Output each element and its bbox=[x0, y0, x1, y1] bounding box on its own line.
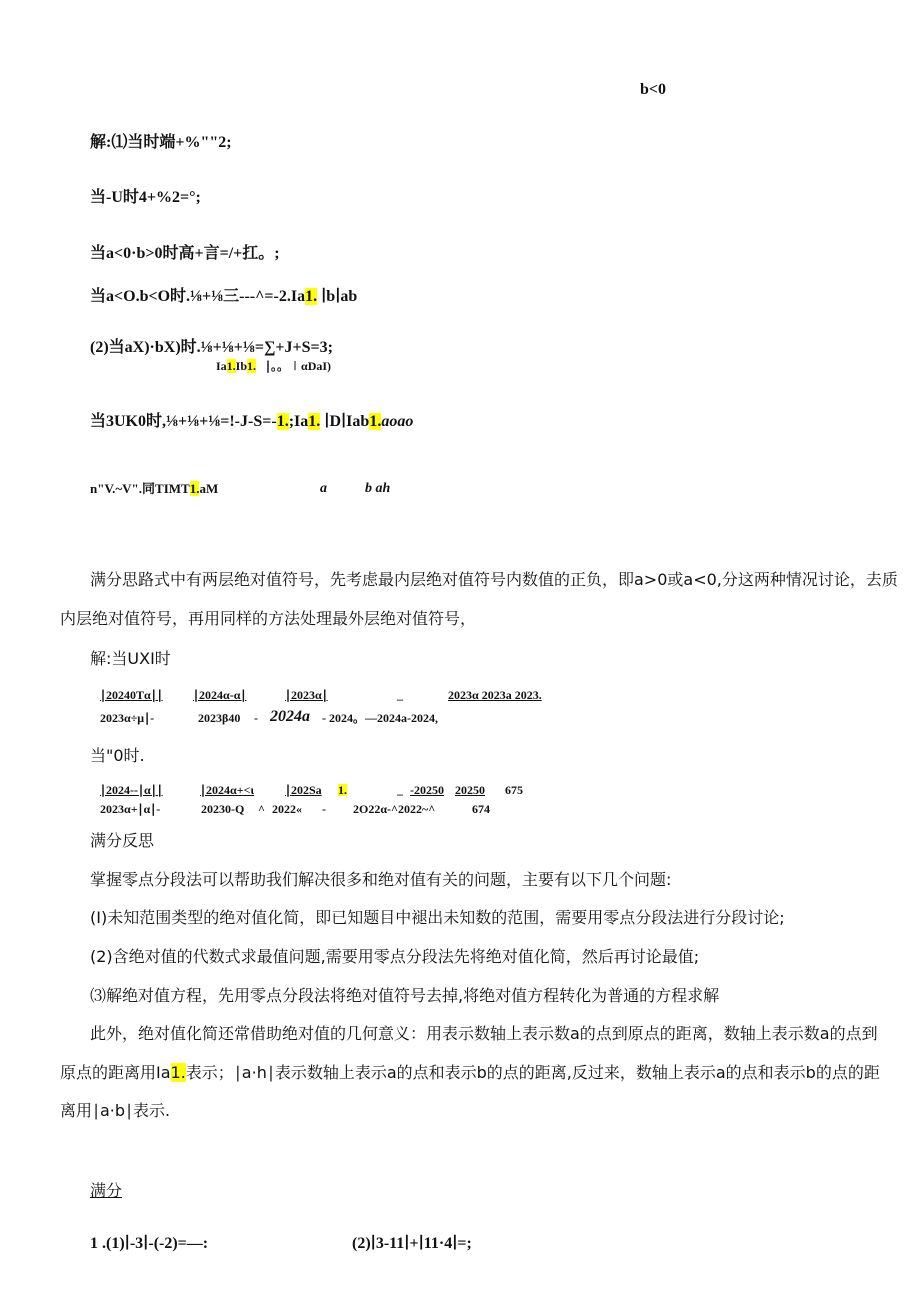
section-heading: 满分反思 bbox=[90, 831, 155, 850]
text-fragment: b ah bbox=[365, 481, 391, 496]
highlight-mark: 1. bbox=[308, 413, 321, 430]
paragraph: 掌握零点分段法可以帮助我们解决很多和绝对值有关的问题，主要有以下几个问题: bbox=[90, 870, 672, 889]
highlight-mark: 1. bbox=[226, 359, 236, 373]
highlight-mark: 1. bbox=[247, 359, 257, 373]
solution-line: 当"0时. bbox=[90, 746, 145, 765]
highlight-mark: 1. bbox=[369, 413, 382, 430]
highlight-mark: 1. bbox=[170, 1063, 186, 1082]
solution-line: 解:当UXI时 bbox=[90, 649, 171, 668]
highlight-mark: 1. bbox=[338, 783, 347, 797]
highlight-mark: 1. bbox=[305, 288, 318, 305]
paragraph: 原点的距离用Ia1.表示；∣a·h∣表示数轴上表示a的点和表示b的点的距离,反过来，数轴上表示a的点和表示b的点的距 bbox=[60, 1063, 880, 1082]
highlight-mark: 1. bbox=[189, 481, 200, 496]
paragraph: 内层绝对值符号，再用同样的方法处理最外层绝对值符号， bbox=[60, 609, 477, 628]
paragraph: ⑶解绝对值方程，先用零点分段法将绝对值符号去掉,将绝对值方程转化为普通的方程求解 bbox=[90, 986, 720, 1005]
paragraph: (I)未知范围类型的绝对值化简，即已知题目中褪出未知数的范围，需要用零点分段法进行分段讨论; bbox=[90, 908, 785, 927]
paragraph: (2)含绝对值的代数式求最值问题,需要用零点分段法先将绝对值化简，然后再讨论最值; bbox=[90, 947, 700, 966]
solution-line: 当3UK0时,⅛+⅛+⅛=!-J-S=-1.;Ia1. ∣D∣Iab1.aoao bbox=[90, 413, 414, 430]
text-line: b<0 bbox=[640, 81, 667, 98]
solution-line: (2)当aX)·bX)时.⅛+⅛+⅛=∑+J+S=3; bbox=[90, 339, 333, 356]
fraction-denominators: Ia1.Ib1. ∣。。∣αDaI) bbox=[216, 359, 332, 373]
question-item: 1 .(1)∣-3∣-(-2)=—: bbox=[90, 1235, 209, 1252]
question-item: (2)∣3-11∣+∣11·4∣=; bbox=[352, 1235, 472, 1252]
solution-line: 当a<0·b>0时高+言=/+扛。; bbox=[90, 245, 280, 262]
solution-line: 当a<O.b<O时.⅛+⅛三---^=-2.Ia1. ∣b∣ab bbox=[90, 288, 358, 305]
text-fragment: a bbox=[320, 481, 327, 496]
solution-line: 当-U时4+%2=°; bbox=[90, 189, 201, 206]
paragraph: 满分思路式中有两层绝对值符号，先考虑最内层绝对值符号内数值的正负，即a>0或a<0,分这两种情况讨论，去质 bbox=[90, 570, 898, 589]
highlight-mark: 1. bbox=[276, 413, 289, 430]
section-heading: 满分 bbox=[90, 1181, 123, 1200]
solution-line: n"V.~V".同TIMT1.aM bbox=[90, 481, 219, 496]
solution-line: 解:⑴当时端+%""2; bbox=[90, 134, 232, 151]
paragraph: 离用∣a·b∣表示. bbox=[60, 1101, 171, 1120]
paragraph: 此外，绝对值化简还常借助绝对值的几何意义：用表示数轴上表示数a的点到原点的距离，数轴上表示数a的点到 bbox=[90, 1024, 878, 1043]
